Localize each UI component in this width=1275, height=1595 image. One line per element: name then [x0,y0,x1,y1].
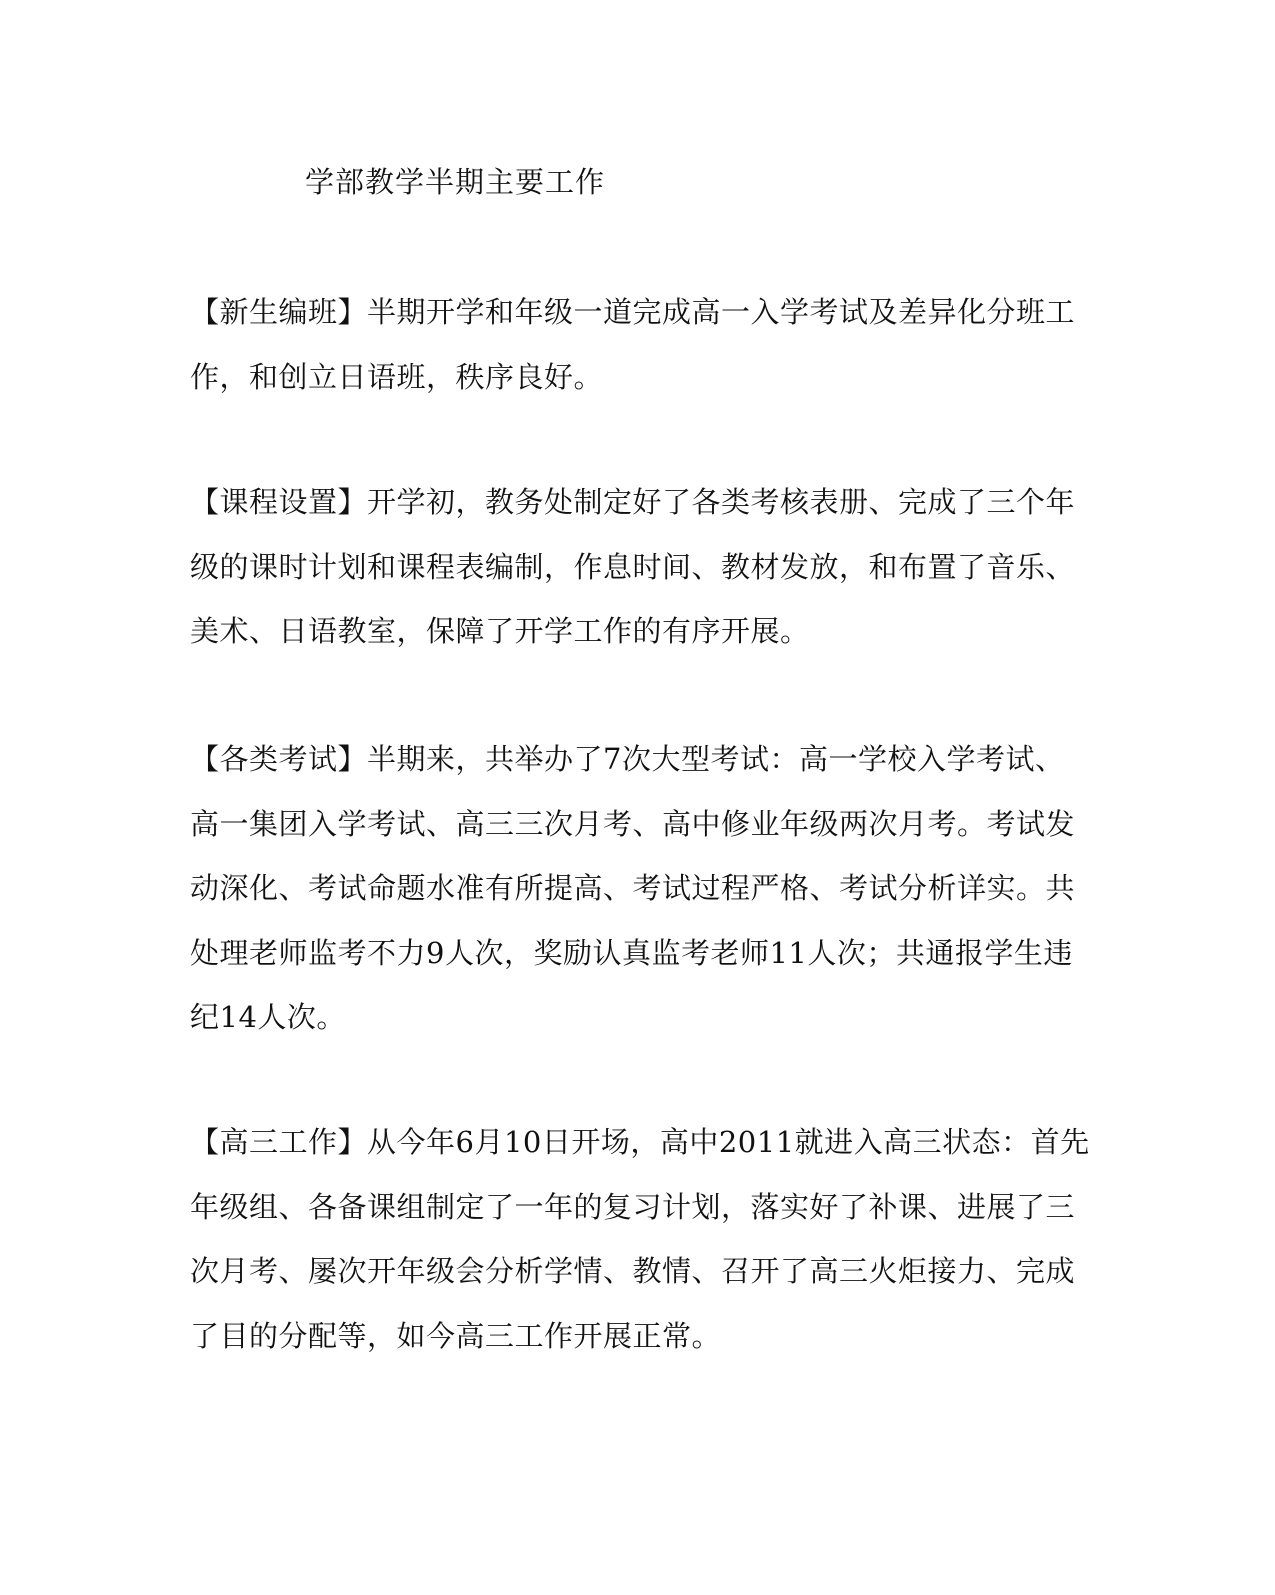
text-line: 【各类考试】半期来，共举办了7次大型考试：高一学校入学考试、 [190,742,1065,776]
paragraph [190,470,1076,664]
paragraph [190,280,1076,409]
text-line: 年级组、各备课组制定了一年的复习计划，落实好了补课、进展了三 [190,1189,1076,1224]
text-line: 次月考、屡次开年级会分析学情、教情、召开了高三火炬接力、完成 [190,1254,1076,1288]
paragraph [190,1110,1090,1368]
text-line: 【新生编班】半期开学和年级一道完成高一入学考试及差异化分班工 [190,295,1076,329]
text-line: 动深化、考试命题水准有所提高、考试过程严格、考试分析详实。共 [190,871,1076,905]
text-line: 处理老师监考不力9人次，奖励认真监考老师11人次；共通报学生违 [190,935,1073,970]
text-line: 了目的分配等，如今高三工作开展正常。 [190,1318,722,1353]
section-course-setup [190,470,1076,664]
section-new-student-grouping [190,280,1076,409]
text-line: 【高三工作】从今年6月10日开场，高中2011就进入高三状态：首先 [190,1125,1090,1159]
section-exams [190,727,1076,1050]
text-line: 级的课时计划和课程表编制，作息时间、教材发放，和布置了音乐、 [190,549,1076,584]
document-title: 学部教学半期主要工作 [305,165,606,199]
text-line: 高一集团入学考试、高三三次月考、高中修业年级两次月考。考试发 [190,806,1076,841]
paragraph [190,727,1076,1050]
section-senior-three-work [190,1110,1090,1368]
text-line: 纪14人次。 [190,1000,346,1034]
text-line: 作，和创立日语班，秩序良好。 [190,359,604,394]
text-line: 【课程设置】开学初，教务处制定好了各类考核表册、完成了三个年 [190,485,1076,519]
text-line: 美术、日语教室，保障了开学工作的有序开展。 [190,614,810,648]
